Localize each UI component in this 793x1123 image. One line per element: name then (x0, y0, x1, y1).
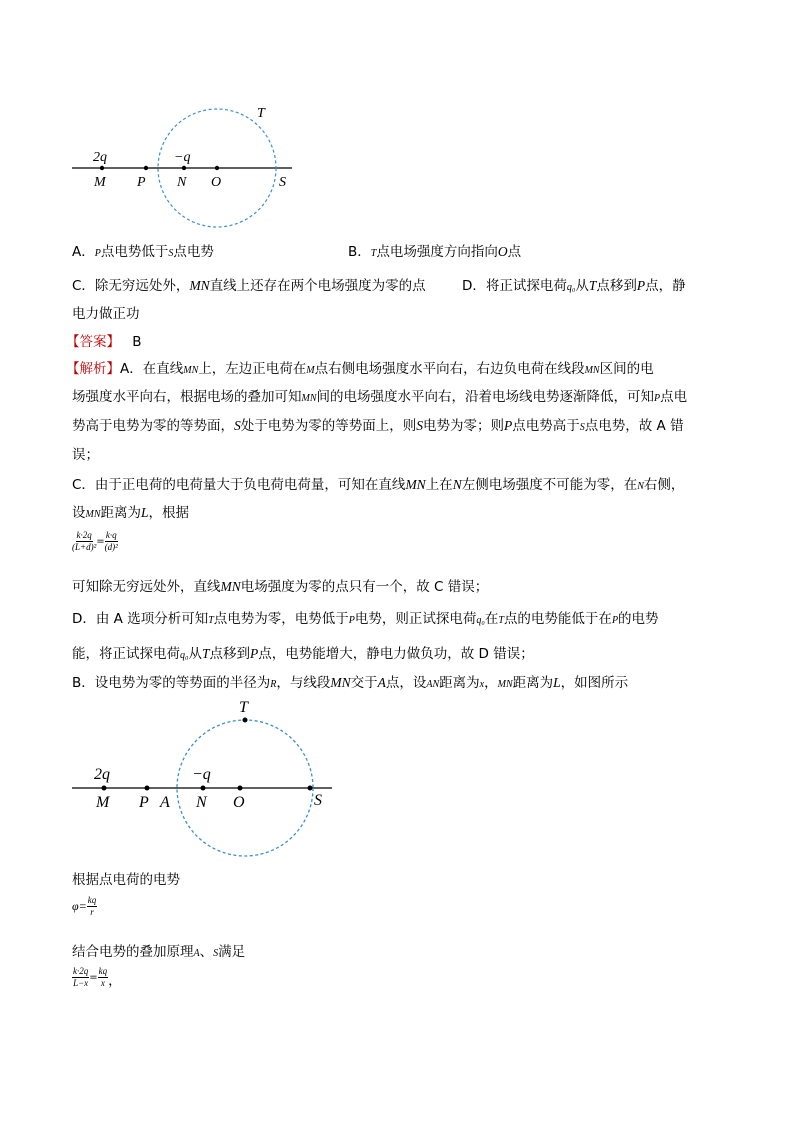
option-a: A．P点电势低于S点电势 (72, 244, 214, 260)
label-T: T (257, 106, 265, 121)
analysis-line-9: 能，将正试探电荷q₀从T点移到P点，电势能增大，静电力做负功，故 D 错误； (72, 646, 534, 662)
option-b: B．T点电场强度方向指向O点 (348, 244, 522, 260)
analysis-line-1: 【解析】A．在直线MN上，左边正电荷在M点右侧电场强度水平向右，右边负电荷在线段MN区间的电 (66, 361, 654, 377)
label-negq: −q (174, 150, 191, 165)
label-M-2: M (96, 794, 110, 811)
label-P-2: P (139, 794, 149, 811)
equation-3: $\frac{k\cdot 2q}{L-x}$ = $\frac{kq}{x}$ ， (73, 966, 122, 989)
analysis-line-10: B．设电势为零的等势面的半径为R，与线段MN交于A点，设AN距离为x，MN距离为L，如图所示 (72, 675, 629, 691)
equation-1: $\frac{k\cdot 2q}{\text{(L+d)²}}$ = $\frac{k\cdot q}{\text{(d)²}}$ (72, 530, 118, 552)
label-O-2: O (233, 794, 245, 811)
bottom-text-2: 结合电势的叠加原理A、S满足 (72, 944, 246, 960)
point-N-dot (182, 166, 186, 170)
analysis-line-5: C．由于正电荷的电荷量大于负电荷电荷量，可知在直线MN上在N左侧电场强度不可能为零，在N右侧， (72, 477, 685, 493)
point-P-dot-2 (145, 786, 150, 791)
label-S: S (279, 175, 286, 190)
label-M: M (94, 175, 106, 190)
option-d: D．将正试探电荷q₀从T点移到P点，静 (462, 278, 686, 294)
analysis-line-6: 设MN距离为L，根据 (72, 505, 190, 521)
point-P-dot (144, 166, 148, 170)
figure-1-diagram (60, 95, 310, 235)
answer-label: 【答案】 (66, 334, 120, 350)
option-d-line2: 电力做正功 (72, 306, 140, 322)
equation-2: φ= $\frac{kq}{r}$ (72, 895, 97, 917)
label-N: N (177, 175, 187, 190)
analysis-label: 【解析】 (66, 361, 120, 377)
label-T-2: T (239, 699, 248, 716)
point-S-dot-2 (308, 786, 313, 791)
label-A-2: A (160, 794, 170, 811)
answer-line (66, 330, 142, 350)
label-O: O (211, 175, 222, 190)
point-O-dot (215, 166, 219, 170)
point-M-dot-2 (102, 786, 107, 791)
analysis-line-4: 误； (72, 447, 99, 463)
bottom-text-1: 根据点电荷的电势 (72, 872, 180, 888)
label-N-2: N (196, 794, 207, 811)
point-M-dot (100, 166, 104, 170)
point-T-dot (243, 718, 248, 723)
figure-2-diagram (60, 690, 350, 865)
point-O-dot-2 (238, 786, 243, 791)
analysis-line-3: 势高于电势为零的等势面，S处于电势为零的等势面上，则S电势为零；则P点电势高于S点电势，故 A 错 (72, 418, 684, 434)
label-negq-2: −q (192, 766, 211, 783)
label-2q: 2q (93, 150, 107, 165)
analysis-line-2: 场强度水平向右，根据电场的叠加可知MN间的电场强度水平向右，沿着电场线电势逐渐降低，可知P点电 (72, 389, 688, 405)
point-N-dot-2 (201, 786, 206, 791)
label-2q-2: 2q (94, 766, 110, 783)
answer-value: B (132, 334, 142, 350)
analysis-line-8: D．由 A 选项分析可知T点电势为零，电势低于P电势，则正试探电荷q₀在T点的电势能低于在P的电势 (72, 611, 659, 627)
label-S-2: S (314, 792, 322, 809)
label-P: P (137, 175, 146, 190)
option-c: C．除无穷远处外，MN直线上还存在两个电场强度为零的点 (72, 278, 426, 294)
analysis-line-7: 可知除无穷远处外，直线MN电场强度为零的点只有一个，故 C 错误； (72, 579, 489, 595)
